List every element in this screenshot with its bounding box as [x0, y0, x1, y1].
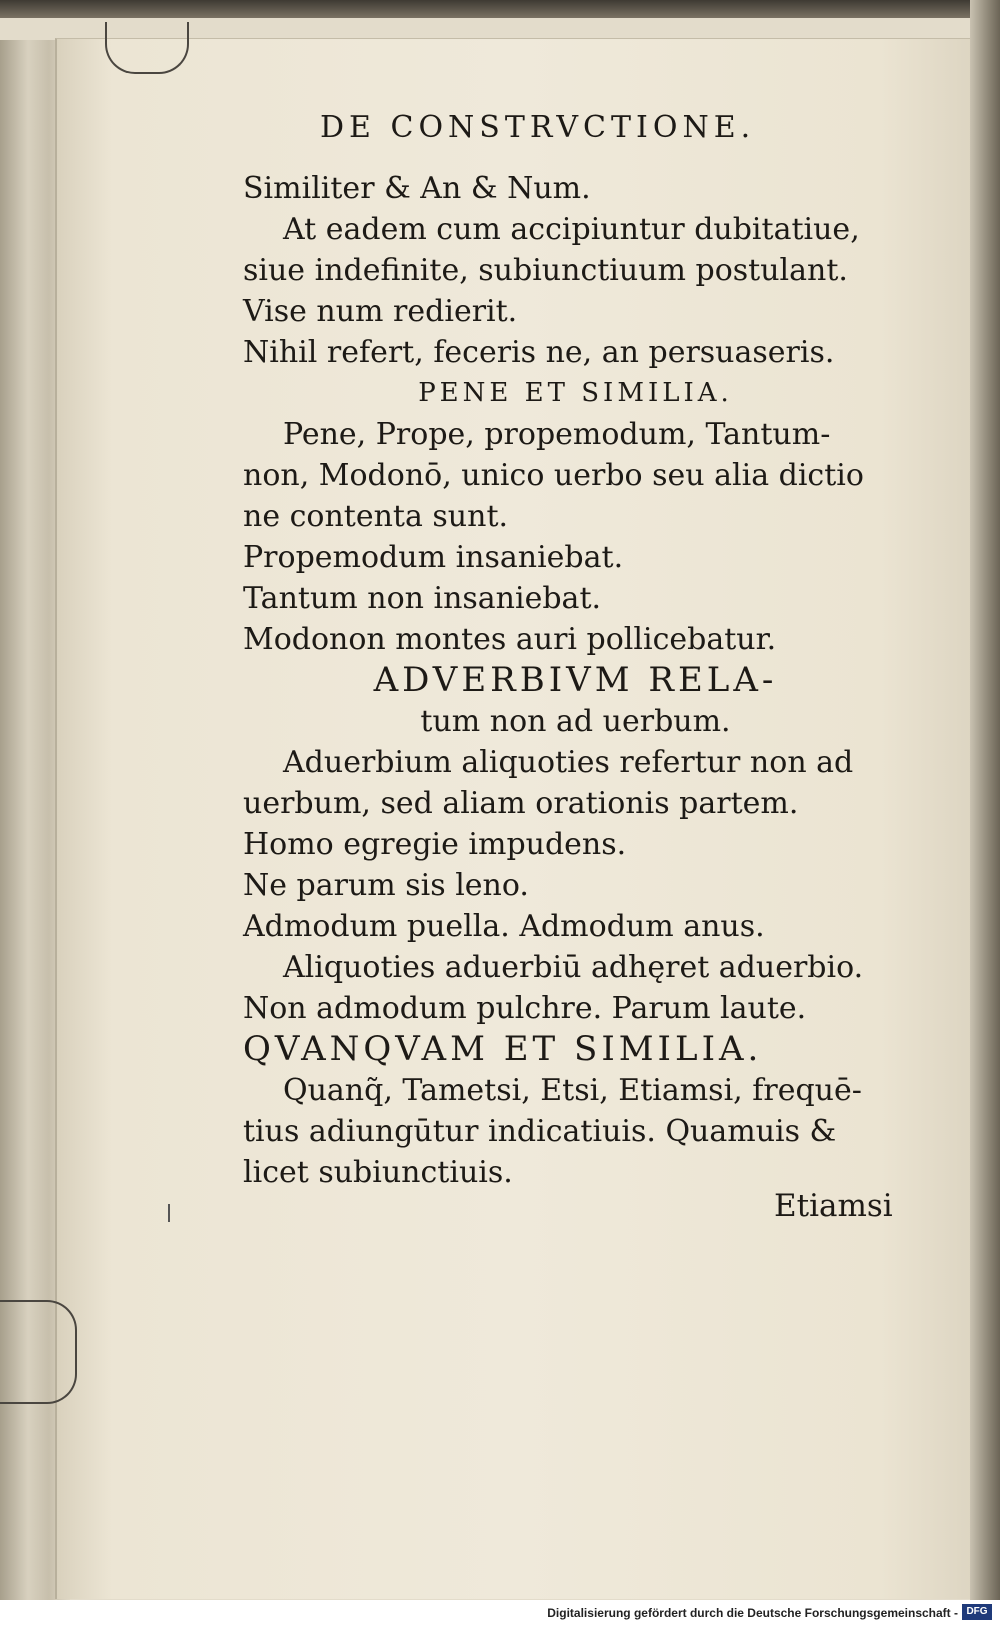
text-line: Non admodum pulchre. Parum laute. — [243, 991, 807, 1026]
book-right-edge — [970, 0, 1000, 1600]
section-heading: QVANQVAM ET SIMILIA. — [243, 1029, 763, 1069]
text-line: Homo egregie impudens. — [243, 827, 627, 862]
running-head: DE CONSTRVCTIONE. — [320, 110, 756, 145]
text-line: Nihil refert, feceris ne, an persuaseris. — [243, 335, 835, 370]
text-line: Aliquoties aduerbiū adhęret aduerbio. — [283, 950, 864, 985]
section-heading: ADVERBIVM RELA- — [373, 660, 778, 700]
paper-clip-top — [105, 22, 189, 74]
scan-top-border — [0, 0, 1000, 18]
text-line: Propemodum insaniebat. — [243, 540, 624, 575]
text-line: tius adiungūtur indicatiuis. Quamuis & — [243, 1114, 837, 1149]
section-heading-continued: tum non ad uerbum. — [420, 704, 731, 739]
text-line: Pene, Prope, propemodum, Tantum- — [283, 417, 831, 452]
text-line: Admodum puella. Admodum anus. — [243, 909, 765, 944]
footer-credit: Digitalisierung gefördert durch die Deutsche Forschungsgemeinschaft - — [547, 1606, 958, 1620]
text-line: Ne parum sis leno. — [243, 868, 529, 903]
text-line: Vise num redierit. — [243, 294, 518, 329]
text-line: Similiter & An & Num. — [243, 171, 591, 206]
paper-clip-left — [0, 1300, 77, 1404]
text-line: uerbum, sed aliam orationis partem. — [243, 786, 799, 821]
text-line: Quanq̃, Tametsi, Etsi, Etiamsi, frequē- — [283, 1073, 862, 1108]
text-line: licet subiunctiuis. — [243, 1155, 513, 1190]
text-line: siue indefinite, subiunctiuum postulant. — [243, 253, 848, 288]
text-line: Modonon montes auri pollicebatur. — [243, 622, 777, 657]
text-line: Tantum non insaniebat. — [243, 581, 602, 616]
text-line: Aduerbium aliquoties refertur non ad — [283, 745, 854, 780]
margin-mark — [168, 1204, 170, 1222]
catchword: Etiamsi — [774, 1188, 893, 1224]
text-line: ne contenta sunt. — [243, 499, 509, 534]
section-heading: PENE ET SIMILIA. — [418, 378, 733, 408]
dfg-logo: DFG — [962, 1604, 992, 1620]
text-line: non, Modonō, unico uerbo seu alia dictio — [243, 458, 864, 493]
text-line: At eadem cum accipiuntur dubitatiue, — [283, 212, 860, 247]
page-body-text — [243, 168, 908, 1193]
